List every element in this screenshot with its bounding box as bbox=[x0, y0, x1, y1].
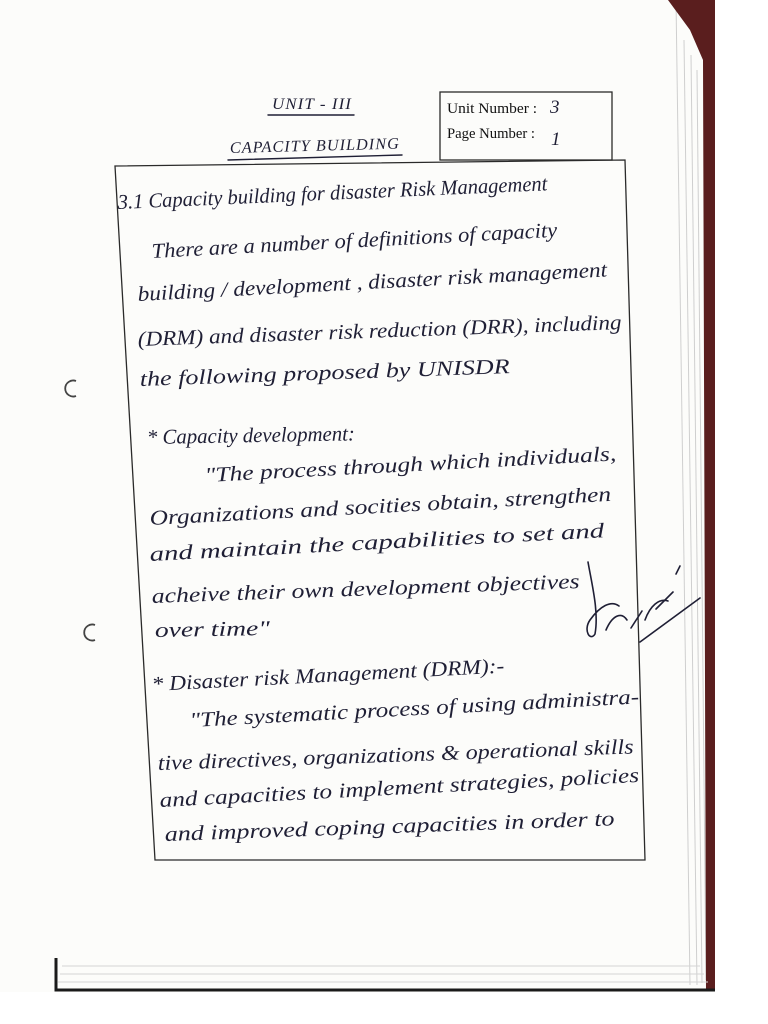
capacity-development-line-2: Organizations and socities obtain, strengthen bbox=[149, 486, 532, 530]
drm-line-3: and capacities to implement strategies, policies bbox=[159, 767, 559, 812]
intro-line-1: There are a number of definitions of capacity bbox=[151, 219, 532, 263]
outer-margin-bottom bbox=[0, 992, 768, 1024]
drm-line-4: and improved coping capacities in order to bbox=[164, 809, 528, 846]
intro-line-2: building / development , disaster risk management bbox=[137, 259, 562, 306]
capacity-development-heading: * Capacity development: bbox=[146, 421, 357, 449]
unit-number-label: Unit Number : bbox=[447, 101, 537, 117]
unit-number-value: 3 bbox=[550, 97, 560, 118]
intro-line-3: (DRM) and disaster risk reduction (DRR), including bbox=[137, 311, 578, 351]
capacity-development-line-1: "The process through which individuals, bbox=[204, 445, 544, 487]
page-number-label: Page Number : bbox=[447, 126, 535, 142]
unit-title: UNIT - III bbox=[272, 96, 352, 113]
drm-line-1: "The systematic process of using administra- bbox=[189, 688, 568, 732]
outer-margin-right bbox=[715, 0, 768, 1024]
drm-line-2: tive directives, organizations & operational skills bbox=[157, 736, 573, 775]
intro-line-4: the following proposed by UNISDR bbox=[139, 356, 438, 391]
drm-heading: * Disaster risk Management (DRM):- bbox=[151, 655, 470, 696]
capacity-development-line-5: over time" bbox=[154, 616, 243, 642]
section-heading-3-1: 3.1 Capacity building for disaster Risk Management bbox=[117, 170, 559, 214]
page-number-value: 1 bbox=[551, 129, 561, 150]
capacity-development-line-4: acheive their own development objectives bbox=[151, 571, 502, 608]
capacity-development-line-3: and maintain the capabilities to set and bbox=[149, 524, 483, 566]
section-title: CAPACITY BUILDING bbox=[229, 135, 398, 157]
